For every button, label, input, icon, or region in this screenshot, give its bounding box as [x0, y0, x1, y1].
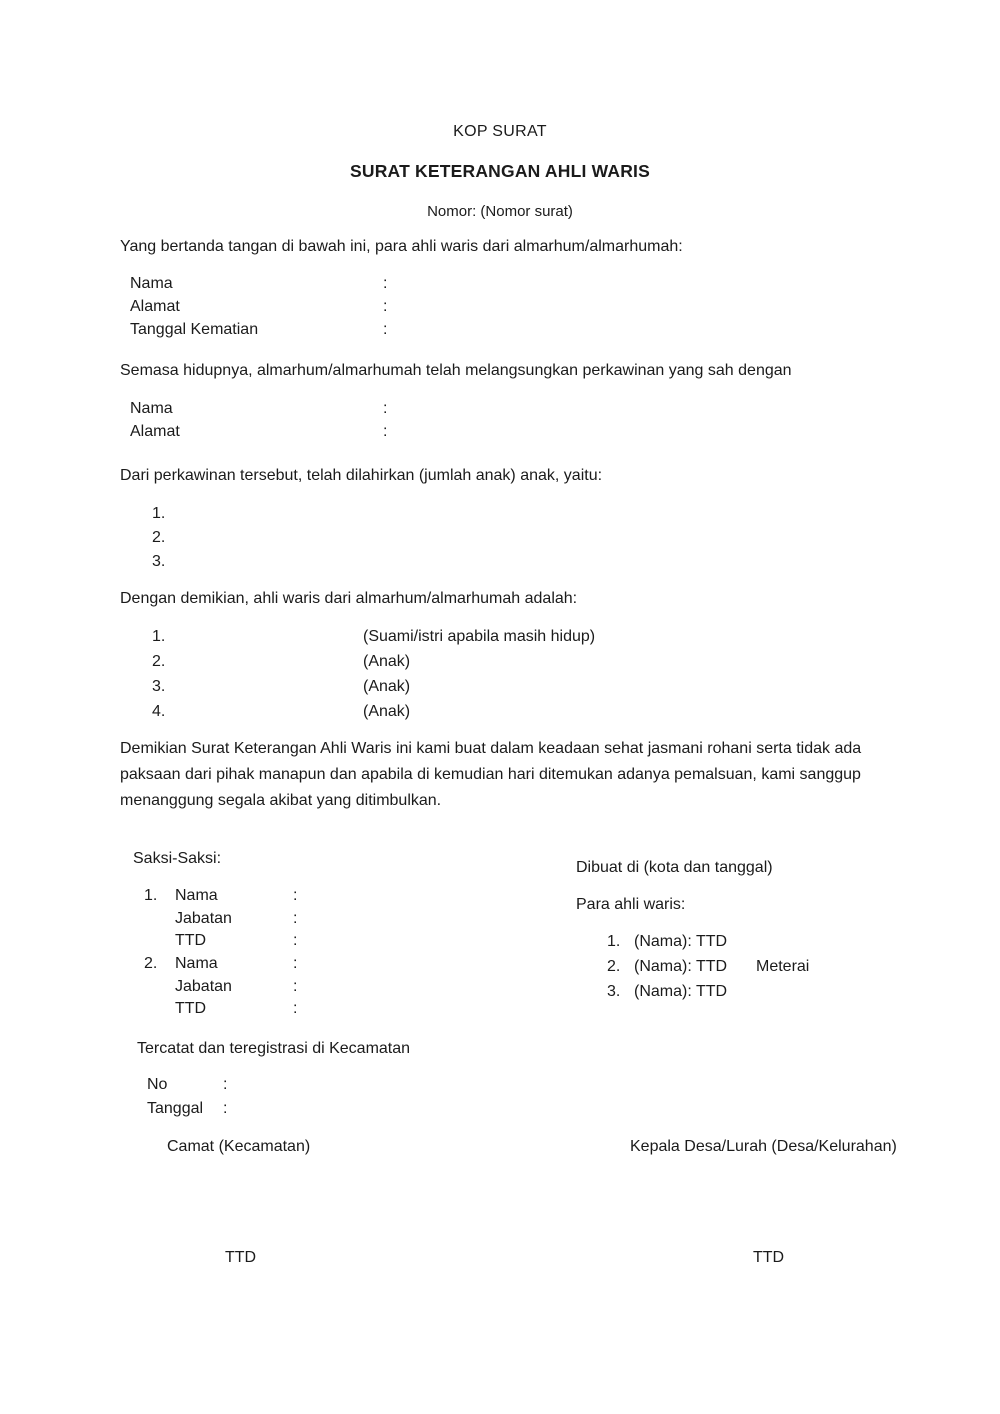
heirs-list: [152, 627, 595, 727]
list-number: 2.: [152, 529, 166, 546]
deceased-fields: [130, 274, 387, 343]
field-colon: :: [383, 321, 388, 338]
list-number: 3.: [152, 678, 166, 695]
field-label: Alamat: [130, 298, 180, 315]
heir-description: (Anak): [363, 653, 411, 670]
list-number: 2.: [607, 958, 621, 975]
witness-row: [144, 931, 297, 954]
document-number: Nomor: (Nomor surat): [427, 203, 573, 220]
list-item: [152, 528, 192, 552]
field-colon: :: [383, 275, 388, 292]
registration-fields: [147, 1075, 227, 1123]
kepala-desa-ttd-placeholder: TTD: [753, 1249, 785, 1266]
witnesses-list: [144, 886, 297, 1022]
field-label: Nama: [130, 400, 173, 417]
field-label: TTD: [175, 1000, 207, 1018]
field-label: Tanggal: [147, 1100, 204, 1117]
witness-row: [144, 977, 297, 1000]
made-at-line: Dibuat di (kota dan tanggal): [576, 859, 773, 876]
children-list: [152, 504, 192, 576]
field-label: Jabatan: [175, 977, 232, 995]
witness-row: [144, 954, 297, 977]
witness-row: [144, 886, 297, 909]
heir-description: (Suami/istri apabila masih hidup): [363, 628, 596, 645]
field-row: [130, 274, 387, 297]
heir-sign-row: [607, 957, 809, 982]
heirs-sign-heading: Para ahli waris:: [576, 896, 686, 913]
list-item: [152, 504, 192, 528]
list-number: 2.: [144, 955, 158, 973]
heirs-paragraph: Dengan demikian, ahli waris dari almarhum/almarhumah adalah:: [120, 590, 578, 607]
field-colon: :: [293, 887, 298, 904]
heir-sign-text: (Nama): TTD: [634, 958, 728, 975]
heir-description: (Anak): [363, 678, 411, 695]
registration-heading: Tercatat dan teregistrasi di Kecamatan: [137, 1040, 411, 1057]
list-number: 1.: [607, 933, 621, 950]
list-number: 4.: [152, 703, 166, 720]
heir-sign-row: [607, 982, 809, 1007]
field-colon: :: [293, 932, 298, 950]
field-colon: :: [223, 1100, 228, 1117]
field-row: [147, 1099, 227, 1123]
witnesses-heading: Saksi-Saksi:: [133, 850, 222, 867]
list-number: 1.: [144, 887, 158, 904]
list-number: 1.: [152, 628, 166, 645]
field-row: [147, 1075, 227, 1099]
closing-paragraph: Demikian Surat Keterangan Ahli Waris ini kami buat dalam keadaan sehat jasmani rohani serta tidak ada paksaan dari pihak manapun dan apabila di kemudian hari ditemukan adanya pemalsuan, kami sanggup menanggung segala akibat yang ditimbulkan.: [120, 740, 862, 809]
letterhead-placeholder: KOP SURAT: [453, 123, 547, 140]
heir-sign-row: [607, 932, 809, 957]
field-colon: :: [293, 1000, 298, 1018]
field-label: Tanggal Kematian: [130, 321, 259, 338]
field-label: TTD: [175, 932, 207, 950]
list-item: [152, 652, 595, 677]
list-number: 3.: [607, 983, 621, 1000]
camat-ttd-placeholder: TTD: [225, 1249, 257, 1266]
stamp-note: Meterai: [756, 958, 810, 975]
witness-row: [144, 909, 297, 932]
field-label: Nama: [130, 275, 173, 292]
field-colon: :: [223, 1076, 228, 1093]
field-label: Nama: [175, 955, 218, 973]
field-label: Jabatan: [175, 909, 232, 927]
field-colon: :: [383, 298, 388, 315]
list-item: [152, 702, 595, 727]
spouse-fields: [130, 399, 387, 445]
list-number: 1.: [152, 505, 166, 522]
list-number: 2.: [152, 653, 166, 670]
kepala-desa-signature-title: Kepala Desa/Lurah (Desa/Kelurahan): [630, 1138, 897, 1155]
heir-sign-text: (Nama): TTD: [634, 983, 728, 1000]
field-colon: :: [293, 909, 298, 927]
field-label: Nama: [175, 887, 218, 904]
field-label: No: [147, 1076, 168, 1093]
field-label: Alamat: [130, 423, 180, 440]
field-row: [130, 399, 387, 422]
list-item: [152, 627, 595, 652]
list-number: 3.: [152, 553, 166, 570]
list-item: [152, 677, 595, 702]
children-paragraph: Dari perkawinan tersebut, telah dilahirkan (jumlah anak) anak, yaitu:: [120, 467, 603, 484]
field-colon: :: [293, 955, 298, 973]
field-colon: :: [383, 423, 388, 440]
camat-signature-title: Camat (Kecamatan): [167, 1138, 311, 1155]
field-colon: :: [383, 400, 388, 417]
witness-row: [144, 999, 297, 1022]
heir-sign-text: (Nama): TTD: [634, 933, 728, 950]
field-row: [130, 297, 387, 320]
intro-paragraph: Yang bertanda tangan di bawah ini, para ahli waris dari almarhum/almarhumah:: [120, 238, 683, 255]
document-title: SURAT KETERANGAN AHLI WARIS: [350, 161, 650, 181]
field-row: [130, 422, 387, 445]
field-row: [130, 320, 387, 343]
heir-description: (Anak): [363, 703, 411, 720]
list-item: [152, 552, 192, 576]
marriage-paragraph: Semasa hidupnya, almarhum/almarhumah telah melangsungkan perkawinan yang sah dengan: [120, 362, 792, 379]
field-colon: :: [293, 977, 298, 995]
heirs-sign-list: [607, 932, 809, 1007]
